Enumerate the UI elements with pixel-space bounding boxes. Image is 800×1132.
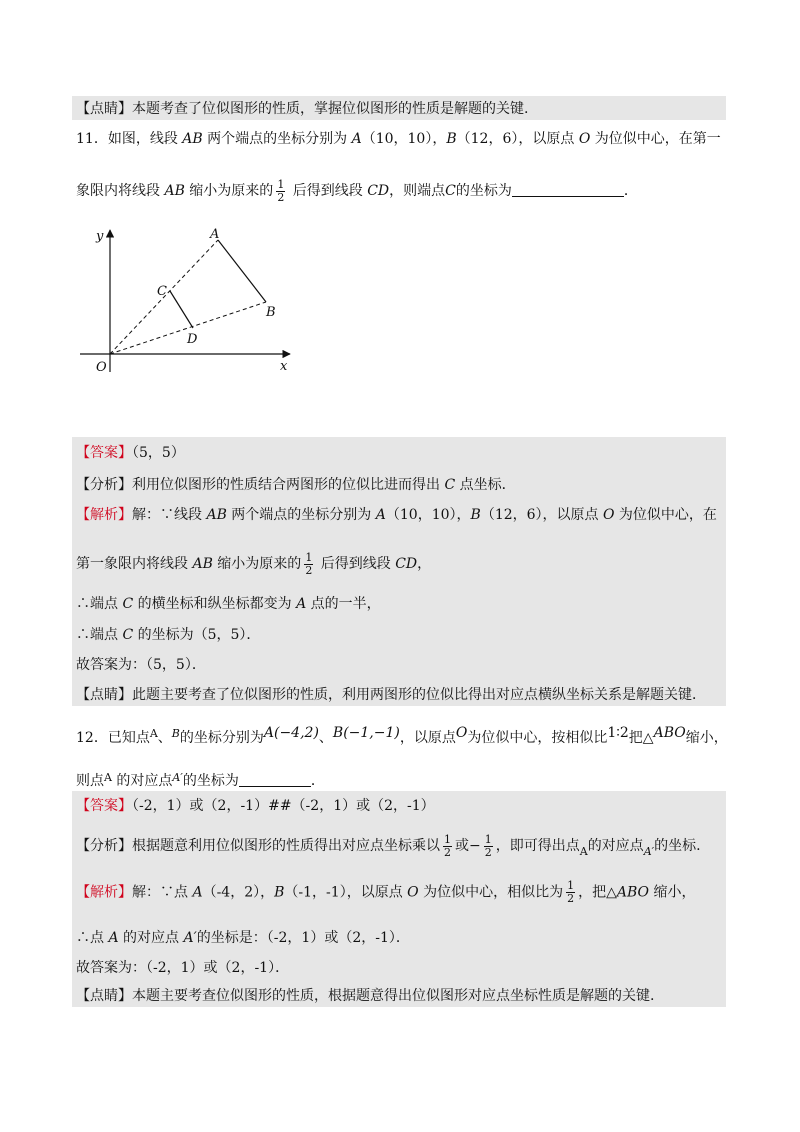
q12-answer-line: 【答案】（-2，1）或（2，-1）##（-2，1）或（2，-1） — [76, 798, 435, 814]
segment-AB — [218, 240, 266, 302]
answer-tag: 【答案】 — [76, 798, 132, 814]
answer-tag: 【答案】 — [76, 445, 132, 461]
q11-final: 故答案为：（5，5）． — [76, 657, 206, 673]
label-D: D — [187, 332, 198, 347]
q11-stem-line-1: 11．如图，线段 AB 两个端点的坐标分别为 A（10，10），B（12，6），以原点 O 为位似中心，在第一 — [76, 131, 721, 147]
q11-stem-line-2: 象限内将线段 AB 缩小为原来的 $\frac{1}{2}$ 后得到线段 CD，则端点C的坐标为 ． — [76, 177, 638, 204]
label-A: A — [210, 227, 220, 242]
label-y: y — [96, 229, 104, 244]
q12-final: 故答案为：（-2，1）或（2，-1）． — [76, 960, 290, 976]
fenxi-tag: 【分析】 — [76, 477, 132, 493]
q11-jiexi-line-2: 第一象限内将线段 AB 缩小为原来的 $\frac{1}{2}$ 后得到线段 CD， — [76, 550, 432, 577]
q12-stem-line-2: 则点$^A$ 的对应点$^{A'}$的坐标为 ． — [76, 771, 325, 789]
q11-geometry-figure — [80, 222, 310, 382]
q10-dianjing-line: 【点睛】本题考查了位似图形的性质，掌握位似图形的性质是解题的关键. — [76, 101, 529, 117]
dianjing-tag: 【点睛】 — [76, 101, 132, 117]
answer-blank[interactable] — [512, 182, 624, 197]
dianjing-tag: 【点睛】 — [76, 687, 132, 703]
label-x: x — [280, 359, 288, 374]
jiexi-tag: 【解析】 — [76, 507, 132, 523]
q12-fenxi-line: 【分析】根据题意利用位似图形的性质得出对应点坐标乘以 $\frac{1}{2}$ 或− $\frac{1}{2}$ ，即可得出点$_A$的对应点$_{A'}$的坐标. — [76, 832, 701, 859]
fenxi-tag: 【分析】 — [76, 838, 132, 854]
label-B: B — [266, 305, 276, 320]
q11-fenxi-line: 【分析】利用位似图形的性质结合两图形的位似比进而得出 C 点坐标． — [76, 477, 516, 493]
fraction-one-half: $\frac{1}{2}$ — [444, 832, 451, 859]
fraction-one-half: $\frac{1}{2}$ — [567, 879, 575, 905]
q11-answer-line: 【答案】（5，5） — [76, 445, 185, 461]
answer-blank[interactable] — [239, 772, 311, 787]
fraction-one-half: $\frac{1}{2}$ — [277, 177, 285, 204]
fraction-one-half: $\frac{1}{2}$ — [305, 550, 313, 577]
dianjing-tag: 【点睛】 — [76, 988, 132, 1004]
q11-dianjing-line: 【点睛】此题主要考查了位似图形的性质，利用两图形的位似比得出对应点横纵坐标关系是解题关键． — [76, 687, 706, 703]
q12-step-1: ∴点 A 的对应点 A′的坐标是：（-2，1）或（2，-1）． — [76, 930, 410, 946]
label-C: C — [157, 284, 167, 299]
jiexi-tag: 【解析】 — [76, 884, 132, 901]
q11-step-2: ∴端点 C 的坐标为（5，5）． — [76, 627, 261, 643]
q12-stem-line-1: 12．已知点$^A$、$^B$的坐标分别为A(−4,2)、B(−1,−1)，以原点O为位似中心，按相似比1∶2把△ABO缩小， — [76, 725, 728, 746]
q11-step-1: ∴端点 C 的横坐标和纵坐标都变为 A 点的一半， — [76, 596, 381, 612]
q11-jiexi-line-1: 【解析】解：∵线段 AB 两个端点的坐标分别为 A（10，10），B（12，6），以原点 O 为位似中心，在 — [76, 507, 717, 523]
q12-jiexi-line: 【解析】解：∵点 A（-4，2），B（-1，-1），以原点 O 为位似中心，相似比为 $\frac{1}{2}$ ，把△ABO 缩小， — [76, 879, 696, 905]
fraction-neg-one-half: $\frac{1}{2}$ — [484, 832, 492, 859]
q12-dianjing-line: 【点睛】本题主要考查位似图形的性质，根据题意得出位似图形对应点坐标性质是解题的关键. — [76, 988, 655, 1004]
label-O: O — [96, 360, 107, 375]
segment-CD — [170, 291, 193, 328]
